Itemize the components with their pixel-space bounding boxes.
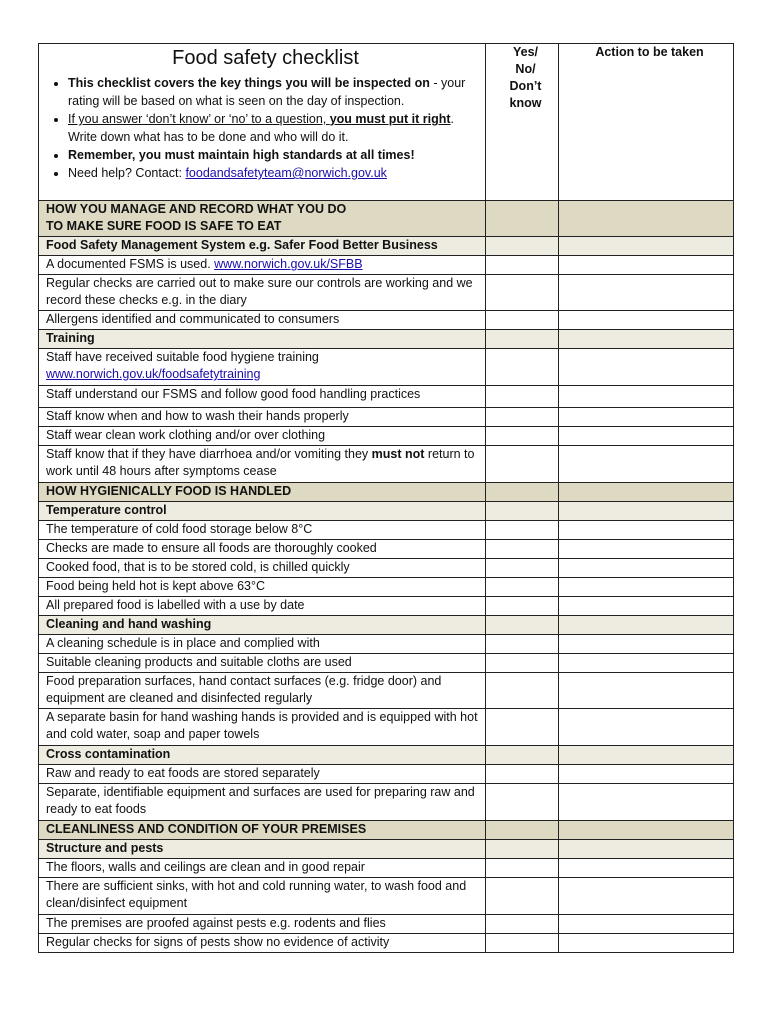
action-cell[interactable] — [559, 540, 734, 559]
subsection-row: Structure and pests — [39, 840, 734, 859]
answer-cell[interactable] — [486, 256, 559, 275]
answer-cell[interactable] — [486, 746, 559, 765]
answer-cell[interactable] — [486, 635, 559, 654]
action-cell[interactable] — [559, 330, 734, 349]
action-cell[interactable] — [559, 765, 734, 784]
section-row: HOW HYGIENICALLY FOOD IS HANDLED — [39, 483, 734, 502]
section-row: CLEANLINESS AND CONDITION OF YOUR PREMISES — [39, 821, 734, 840]
checklist-row: A documented FSMS is used. www.norwich.gov.uk/SFBB — [39, 256, 734, 275]
action-cell[interactable] — [559, 256, 734, 275]
intro-bullet-4: • Need help? Contact: foodandsafetyteam@norwich.gov.uk — [68, 164, 485, 182]
action-cell[interactable] — [559, 934, 734, 953]
action-cell[interactable] — [559, 673, 734, 709]
subsection-row: Cross contamination — [39, 746, 734, 765]
answer-cell[interactable] — [486, 483, 559, 502]
section-row: HOW YOU MANAGE AND RECORD WHAT YOU DO TO MAKE SURE FOOD IS SAFE TO EAT — [39, 201, 734, 237]
action-cell[interactable] — [559, 311, 734, 330]
answer-cell[interactable] — [486, 578, 559, 597]
answer-cell[interactable] — [486, 427, 559, 446]
action-cell[interactable] — [559, 578, 734, 597]
intro-list — [46, 74, 485, 182]
action-cell[interactable] — [559, 654, 734, 673]
answer-cell[interactable] — [486, 237, 559, 256]
checklist-row: Regular checks are carried out to make sure our controls are working and we record these checks e.g. in the diary — [39, 275, 734, 311]
answer-cell[interactable] — [486, 521, 559, 540]
subsection-row: Temperature control — [39, 502, 734, 521]
checklist-table — [38, 43, 734, 953]
training-link[interactable]: www.norwich.gov.uk/foodsafetytraining — [46, 367, 261, 381]
answer-cell[interactable] — [486, 540, 559, 559]
action-cell[interactable] — [559, 746, 734, 765]
checklist-row: All prepared food is labelled with a use by date — [39, 597, 734, 616]
action-cell[interactable] — [559, 709, 734, 746]
checklist-row: Cooked food, that is to be stored cold, is chilled quickly — [39, 559, 734, 578]
answer-cell[interactable] — [486, 408, 559, 427]
answer-cell[interactable] — [486, 275, 559, 311]
intro-cell — [39, 44, 486, 201]
action-cell[interactable] — [559, 821, 734, 840]
action-column-header: Action to be taken — [559, 44, 734, 201]
action-cell[interactable] — [559, 386, 734, 408]
answer-cell[interactable] — [486, 859, 559, 878]
checklist-row: Checks are made to ensure all foods are thoroughly cooked — [39, 540, 734, 559]
answer-cell[interactable] — [486, 934, 559, 953]
action-cell[interactable] — [559, 840, 734, 859]
answer-cell[interactable] — [486, 311, 559, 330]
answer-cell[interactable] — [486, 502, 559, 521]
checklist-row: Staff wear clean work clothing and/or over clothing — [39, 427, 734, 446]
intro-bullet-3: • Remember, you must maintain high standards at all times! — [68, 146, 485, 164]
action-cell[interactable] — [559, 483, 734, 502]
intro-bullet-2: • If you answer ‘don’t know’ or ‘no’ to a question, you must put it right. Write down what has to be done and who will do it. — [68, 110, 485, 146]
answer-cell[interactable] — [486, 559, 559, 578]
action-cell[interactable] — [559, 349, 734, 386]
answer-cell[interactable] — [486, 784, 559, 821]
answer-cell[interactable] — [486, 821, 559, 840]
checklist-row: The premises are proofed against pests e.g. rodents and flies — [39, 915, 734, 934]
action-cell[interactable] — [559, 521, 734, 540]
action-cell[interactable] — [559, 597, 734, 616]
answer-cell[interactable] — [486, 765, 559, 784]
subsection-row: Cleaning and hand washing — [39, 616, 734, 635]
checklist-row: Allergens identified and communicated to consumers — [39, 311, 734, 330]
checklist-row: Staff know when and how to wash their hands properly — [39, 408, 734, 427]
action-cell[interactable] — [559, 427, 734, 446]
action-cell[interactable] — [559, 559, 734, 578]
subsection-row: Training — [39, 330, 734, 349]
sfbb-link[interactable]: www.norwich.gov.uk/SFBB — [214, 257, 363, 271]
action-cell[interactable] — [559, 878, 734, 915]
answer-cell[interactable] — [486, 330, 559, 349]
checklist-row: Regular checks for signs of pests show no evidence of activity — [39, 934, 734, 953]
action-cell[interactable] — [559, 408, 734, 427]
action-cell[interactable] — [559, 201, 734, 237]
checklist-row: Raw and ready to eat foods are stored separately — [39, 765, 734, 784]
action-cell[interactable] — [559, 502, 734, 521]
action-cell[interactable] — [559, 635, 734, 654]
answer-cell[interactable] — [486, 878, 559, 915]
checklist-row: Food preparation surfaces, hand contact surfaces (e.g. fridge door) and equipment are cleaned and disinfected regularly — [39, 673, 734, 709]
checklist-row: Staff know that if they have diarrhoea and/or vomiting they must not return to work until 48 hours after symptoms cease — [39, 446, 734, 483]
action-cell[interactable] — [559, 275, 734, 311]
answer-cell[interactable] — [486, 349, 559, 386]
answer-cell[interactable] — [486, 616, 559, 635]
checklist-row: The floors, walls and ceilings are clean and in good repair — [39, 859, 734, 878]
answer-cell[interactable] — [486, 201, 559, 237]
page-title: Food safety checklist — [172, 47, 359, 69]
checklist-row: Separate, identifiable equipment and surfaces are used for preparing raw and ready to eat foods — [39, 784, 734, 821]
subsection-row: Food Safety Management System e.g. Safer Food Better Business — [39, 237, 734, 256]
intro-bullet-1: • This checklist covers the key things you will be inspected on - your rating will be based on what is seen on the day of inspection. — [68, 74, 485, 110]
contact-email-link[interactable]: foodandsafetyteam@norwich.gov.uk — [185, 166, 387, 180]
checklist-row: The temperature of cold food storage below 8°C — [39, 521, 734, 540]
action-cell[interactable] — [559, 859, 734, 878]
action-cell[interactable] — [559, 784, 734, 821]
checklist-row: Suitable cleaning products and suitable cloths are used — [39, 654, 734, 673]
action-cell[interactable] — [559, 237, 734, 256]
checklist-row: Food being held hot is kept above 63°C — [39, 578, 734, 597]
answer-cell[interactable] — [486, 673, 559, 709]
answer-cell[interactable] — [486, 446, 559, 483]
answer-cell[interactable] — [486, 915, 559, 934]
yes-no-column-header: Yes/ No/ Don’t know — [486, 44, 559, 201]
answer-cell[interactable] — [486, 386, 559, 408]
answer-cell[interactable] — [486, 654, 559, 673]
checklist-row: A separate basin for hand washing hands is provided and is equipped with hot and cold water, soap and paper towels — [39, 709, 734, 746]
checklist-row: A cleaning schedule is in place and complied with — [39, 635, 734, 654]
checklist-row: There are sufficient sinks, with hot and cold running water, to wash food and clean/disinfect equipment — [39, 878, 734, 915]
action-cell[interactable] — [559, 446, 734, 483]
answer-cell[interactable] — [486, 840, 559, 859]
checklist-row: Staff have received suitable food hygiene training www.norwich.gov.uk/foodsafetytraining — [39, 349, 734, 386]
header-row — [39, 44, 734, 201]
answer-cell[interactable] — [486, 597, 559, 616]
checklist-row: Staff understand our FSMS and follow good food handling practices — [39, 386, 734, 408]
answer-cell[interactable] — [486, 709, 559, 746]
action-cell[interactable] — [559, 915, 734, 934]
action-cell[interactable] — [559, 616, 734, 635]
